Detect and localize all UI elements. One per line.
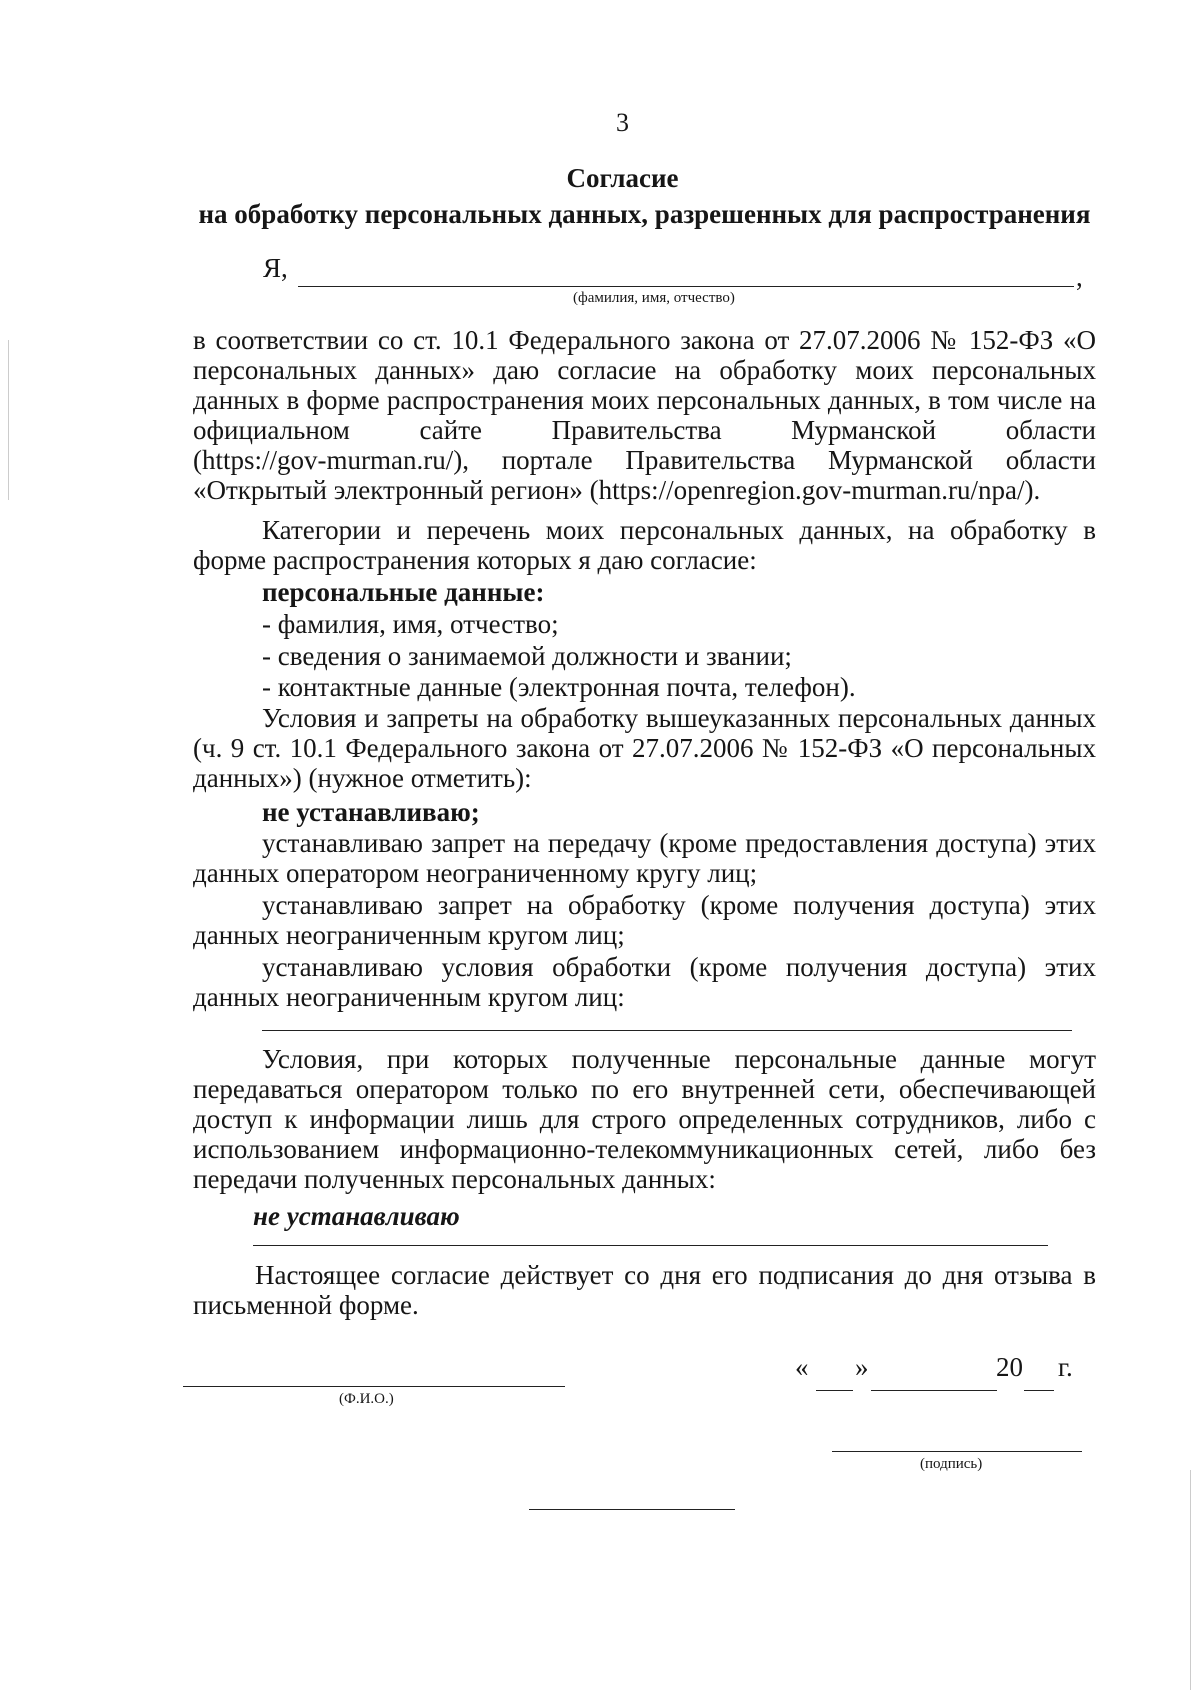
option-line: устанавливаю условия обработки (кроме получения доступа) этих [262,952,1096,982]
option-line: данных неограниченным кругом лиц; [193,920,625,950]
intro-line: данных в форме распространения моих персональных данных, в том числе на [193,385,1096,415]
scan-edge-mark [8,340,9,500]
transfer-line: передаваться оператором только по его внутренней сети, обеспечивающей [193,1074,1096,1104]
transfer-answer[interactable]: не устанавливаю [253,1201,460,1231]
intro-line: в соответствии со ст. 10.1 Федерального закона от 27.07.2006 № 152-ФЗ «О [193,325,1096,355]
scan-edge-mark [1190,1470,1191,1690]
date-year-suffix: г. [1058,1352,1073,1382]
fio-input-line[interactable] [298,286,1074,287]
transfer-line: доступ к информации лишь для строго определенных сотрудников, либо с [193,1104,1096,1134]
categories-paragraph [193,515,1096,575]
option-processing-ban[interactable] [193,890,1096,950]
option-not-set[interactable]: не устанавливаю; [262,797,480,827]
conditions-paragraph [193,703,1096,793]
intro-line: персональных данных» даю согласие на обработку моих персональных [193,355,1096,385]
document-subtitle: на обработку персональных данных, разрешенных для распространения [198,199,1091,229]
intro-line: официальном сайте Правительства Мурманской области [193,415,1096,445]
closing-separator [529,1509,735,1510]
option-processing-conditions[interactable] [193,952,1096,1012]
transfer-input-line[interactable] [253,1245,1048,1246]
personal-data-item: - сведения о занимаемой должности и звании; [262,641,792,671]
conditions-line: Условия и запреты на обработку вышеуказанных персональных данных [262,703,1096,733]
personal-data-item: - фамилия, имя, отчество; [262,609,559,639]
option-line: данных неограниченным кругом лиц: [193,982,625,1012]
ya-label: Я, [263,253,288,283]
fio-short-caption: (Ф.И.О.) [339,1391,394,1407]
signature-line[interactable] [832,1451,1082,1452]
option-line: данных оператором неограниченному кругу лиц; [193,858,758,888]
validity-line: письменной форме. [193,1290,419,1320]
fio-short-line[interactable] [183,1386,565,1387]
personal-data-item: - контактные данные (электронная почта, телефон). [262,672,856,702]
fio-caption: (фамилия, имя, отчество) [573,290,735,306]
conditions-line-last: данных») (нужное отметить): [193,763,532,793]
transfer-paragraph [193,1044,1096,1194]
option-line: устанавливаю запрет на передачу (кроме предоставления доступа) этих [262,828,1096,858]
intro-line-last: «Открытый электронный регион» (https://openregion.gov-murman.ru/npa/). [193,475,1041,505]
categories-line: Категории и перечень моих персональных данных, на обработку в [262,515,1096,545]
conditions-input-line[interactable] [262,1030,1072,1031]
transfer-line: использованием информационно-телекоммуникационных сетей, либо без [193,1134,1096,1164]
date-close-quote: » [855,1352,869,1382]
date-year-prefix: 20 [996,1352,1023,1382]
signature-caption: (подпись) [920,1456,983,1472]
document-title: Согласие [566,163,679,193]
intro-line: (https://gov-murman.ru/), портале Правительства Мурманской области [193,445,1096,475]
validity-line: Настоящее согласие действует со дня его подписания до дня отзыва в [255,1260,1096,1290]
fio-comma: , [1076,262,1083,292]
option-line: устанавливаю запрет на обработку (кроме получения доступа) этих [262,890,1096,920]
validity-paragraph [193,1260,1096,1320]
conditions-line: (ч. 9 ст. 10.1 Федерального закона от 27.07.2006 № 152-ФЗ «О персональных [193,733,1096,763]
transfer-line-last: передачи полученных персональных данных: [193,1164,716,1194]
date-day-line[interactable] [816,1390,853,1391]
transfer-line: Условия, при которых полученные персональные данные могут [262,1044,1096,1074]
date-month-line[interactable] [871,1390,997,1391]
personal-data-heading: персональные данные: [262,577,545,607]
option-transfer-ban[interactable] [193,828,1096,888]
categories-line: форме распространения которых я даю согласие: [193,545,757,575]
page-number: 3 [616,108,629,137]
date-open-quote: « [795,1352,809,1382]
intro-paragraph [193,325,1096,505]
date-year-line[interactable] [1024,1390,1054,1391]
